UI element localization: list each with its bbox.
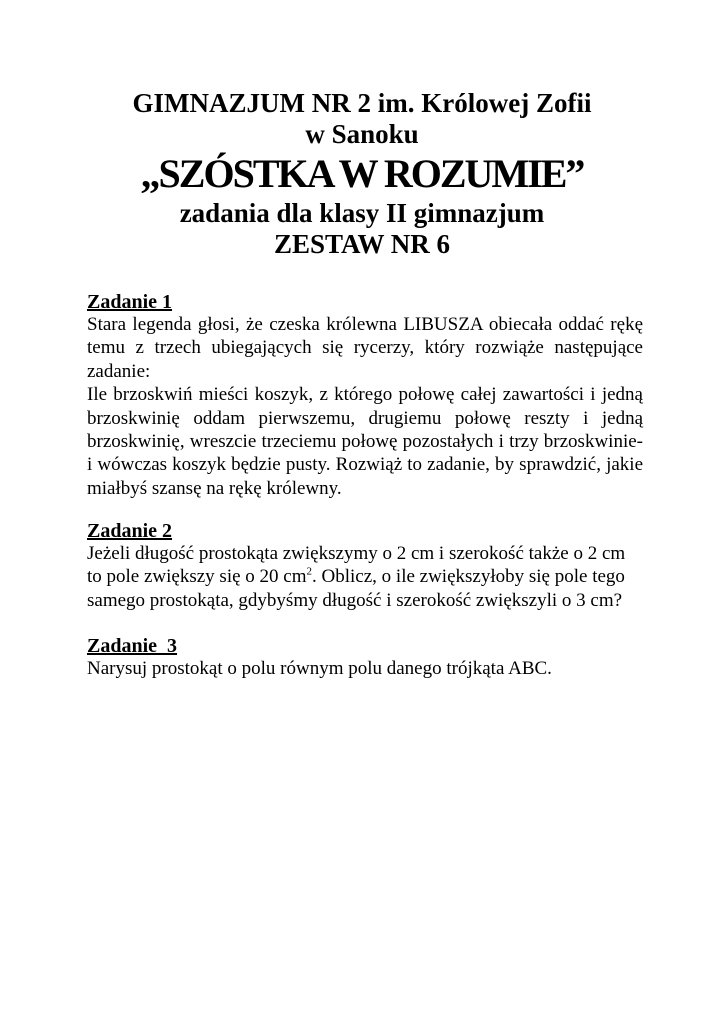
target-class: zadania dla klasy II gimnazjum [179, 198, 545, 228]
school-town: w Sanoku [305, 119, 419, 149]
task-2-superscript: 2 [306, 566, 313, 579]
task-1-intro: Stara legenda głosi, że czeska królewna LIBUSZA obiecała oddać rękę temu z trzech ubiegających się rycerzy, który rozwiąże następujące zadanie: [87, 314, 643, 382]
task-2-line-1: Jeżeli długość prostokąta zwiększymy o 2 cm i szerokość także o 2 cm [87, 543, 626, 564]
task-2-heading: Zadanie 2 [87, 520, 173, 542]
school-name: GIMNAZJUM NR 2 im. Królowej Zofii [132, 88, 592, 118]
task-1-heading: Zadanie 1 [87, 291, 173, 313]
task-3 [87, 635, 643, 680]
document-header [0, 88, 724, 260]
task-2-line-2 [87, 565, 643, 588]
task-1-question: Ile brzoskwiń mieści koszyk, z którego połowę całej zawartości i jedną brzoskwinię oddam pierwszemu, drugiemu połowę reszty i jedną brzoskwinię, wreszcie trzeciemu połowę pozostałych i trzy brzoskwinie- i wówczas koszyk będzie pusty. Rozwiąż to zadanie, by sprawdzić, jakie miałbyś szansę na rękę królewny. [87, 384, 643, 499]
task-2-line-3: samego prostokąta, gdybyśmy długość i szerokość zwiększyli o 3 cm? [87, 589, 623, 611]
task-2 [87, 520, 643, 612]
contest-title: „SZÓSTKA W ROZUMIE” [140, 151, 584, 196]
set-number: ZESTAW NR 6 [273, 229, 451, 259]
task-3-line-1: Narysuj prostokąt o polu równym polu danego trójkąta ABC. [87, 658, 552, 679]
task-2-line-2-end: . Oblicz, o ile zwiększyłoby się pole tego [312, 566, 625, 588]
task-2-line-2-start: to pole zwiększy się o 20 cm [87, 566, 307, 588]
task-1 [87, 291, 643, 500]
task-3-heading: Zadanie 3 [87, 635, 178, 657]
